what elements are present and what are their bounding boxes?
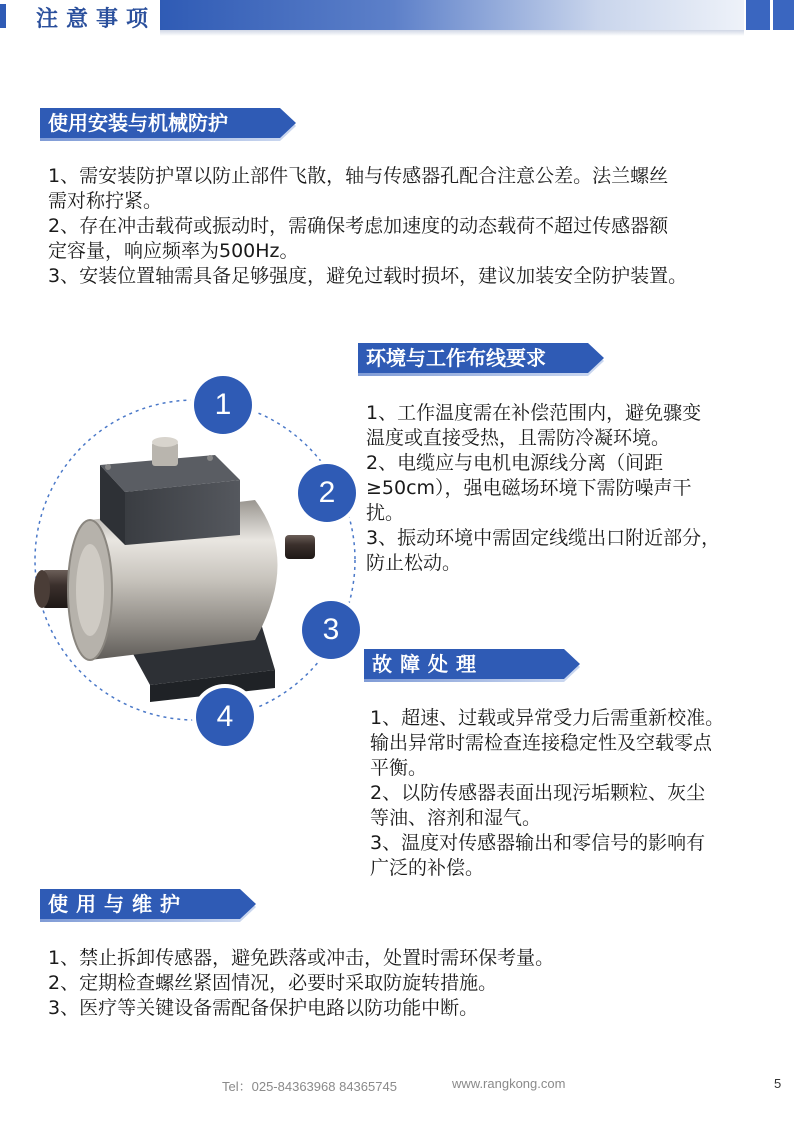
section-fault-body bbox=[370, 706, 790, 881]
banner-accent bbox=[0, 4, 6, 28]
badge-3: 3 bbox=[302, 601, 360, 659]
install-line: 2、存在冲击载荷或振动时，需确保考虑加速度的动态载荷不超过传感器额 bbox=[48, 215, 669, 237]
environment-line: 防止松动。 bbox=[366, 552, 462, 574]
torque-sensor-image bbox=[0, 370, 360, 750]
footer-phone: Tel：025-84363968 84365745 bbox=[222, 1079, 397, 1094]
fault-line: 等油、溶剂和湿气。 bbox=[370, 807, 542, 829]
badge-1: 1 bbox=[194, 376, 252, 434]
fault-line: 3、温度对传感器输出和零信号的影响有 bbox=[370, 832, 706, 854]
install-line: 需对称拧紧。 bbox=[48, 190, 163, 212]
sensor-illustration bbox=[0, 370, 360, 750]
section-maintenance-heading: 使用与维护 bbox=[40, 889, 240, 919]
section-environment-heading: 环境与工作布线要求 bbox=[358, 343, 588, 373]
maintenance-line: 2、定期检查螺丝紧固情况，必要时采取防旋转措施。 bbox=[48, 972, 498, 994]
fault-line: 1、超速、过载或异常受力后需重新校准。 bbox=[370, 707, 725, 729]
environment-line: 1、工作温度需在补偿范围内，避免骤变 bbox=[366, 402, 702, 424]
banner-shadow bbox=[160, 30, 744, 36]
maintenance-line: 3、医疗等关键设备需配备保护电路以防功能中断。 bbox=[48, 997, 479, 1019]
environment-line: 3、振动环境中需固定线缆出口附近部分， bbox=[366, 527, 721, 549]
environment-line: 2、电缆应与电机电源线分离（间距 bbox=[366, 452, 664, 474]
fault-line: 平衡。 bbox=[370, 757, 428, 779]
banner-title-box bbox=[0, 0, 160, 30]
banner-right-gap bbox=[770, 0, 773, 30]
fault-line: 2、以防传感器表面出现污垢颗粒、灰尘 bbox=[370, 782, 706, 804]
badge-2: 2 bbox=[298, 464, 356, 522]
page-number: 5 bbox=[774, 1076, 782, 1091]
footer-website[interactable]: www.rangkong.com bbox=[452, 1076, 566, 1091]
top-banner bbox=[0, 0, 794, 34]
section-maintenance-body bbox=[48, 946, 778, 1021]
section-environment-body bbox=[366, 401, 786, 576]
badge-4: 4 bbox=[196, 688, 254, 746]
environment-line: 温度或直接受热，且需防冷凝环境。 bbox=[366, 427, 671, 449]
install-line: 3、安装位置轴需具备足够强度，避免过载时损坏，建议加装安全防护装置。 bbox=[48, 265, 688, 287]
install-line: 定容量，响应频率为500Hz。 bbox=[48, 240, 299, 262]
banner-gradient-bar bbox=[160, 0, 744, 30]
install-line: 1、需安装防护罩以防止部件飞散，轴与传感器孔配合注意公差。法兰螺丝 bbox=[48, 165, 669, 187]
maintenance-line: 1、禁止拆卸传感器，避免跌落或冲击，处置时需环保考量。 bbox=[48, 947, 555, 969]
environment-line: 扰。 bbox=[366, 502, 405, 524]
page-title: 注意事项 bbox=[36, 7, 157, 32]
section-fault-heading: 故障处理 bbox=[364, 649, 564, 679]
fault-line: 输出异常时需检查连接稳定性及空载零点 bbox=[370, 732, 713, 754]
environment-line: ≥50cm），强电磁场环境下需防噪声干 bbox=[366, 477, 692, 499]
fault-line: 广泛的补偿。 bbox=[370, 857, 485, 879]
section-install-heading: 使用安装与机械防护 bbox=[40, 108, 280, 138]
section-install-body bbox=[48, 164, 778, 289]
